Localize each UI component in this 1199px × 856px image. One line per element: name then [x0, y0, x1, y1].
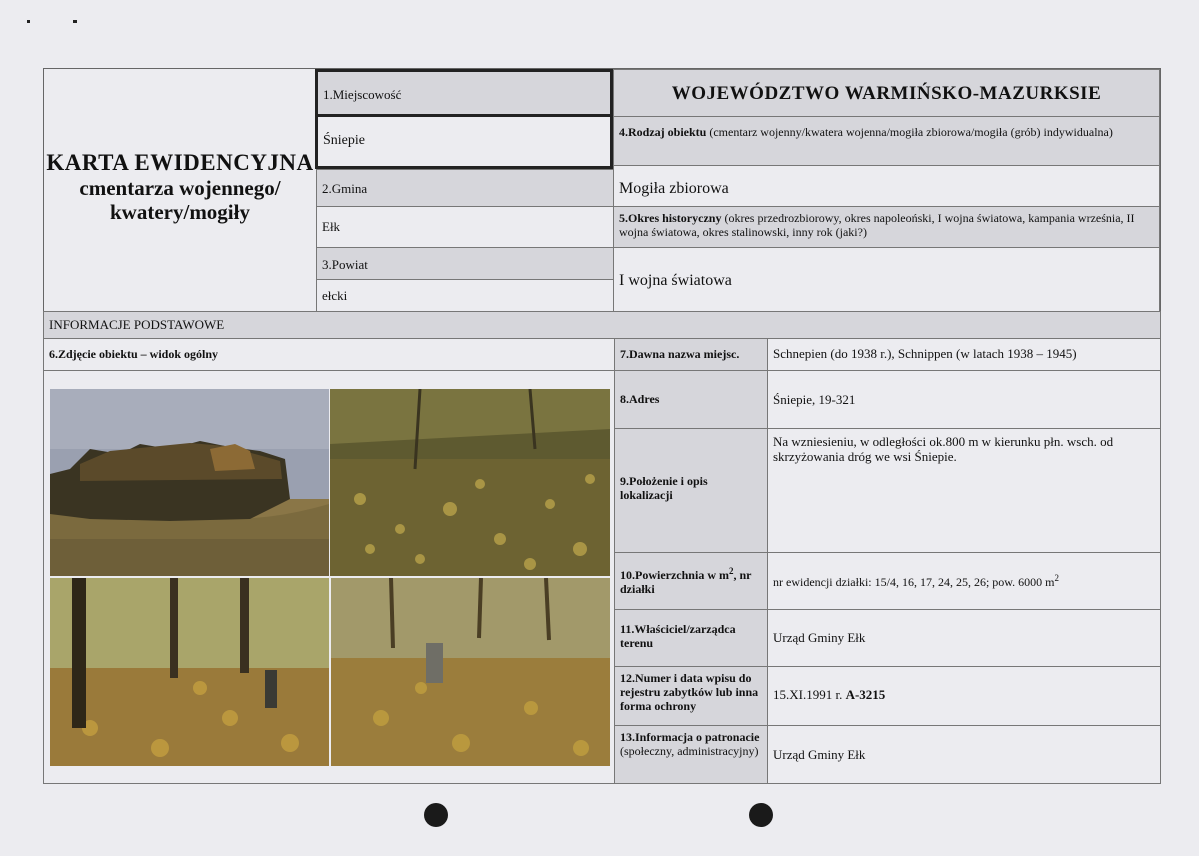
- powiat-label-cell: [316, 247, 614, 280]
- powiat-value: ełcki: [322, 288, 348, 303]
- voivodeship-title: WOJEWÓDZTWO WARMIŃSKO-MAZURKSIE: [671, 83, 1102, 104]
- rodzaj-value: Mogiła zbiorowa: [619, 180, 729, 197]
- powierzchnia-label-suffix: , nr działki: [620, 568, 752, 596]
- gmina-value: Ełk: [322, 219, 341, 234]
- rejestr-value-cell: [767, 666, 1161, 726]
- miejscowosc-value: Śniepie: [323, 133, 365, 148]
- card-title-line2: cmentarza wojennego/: [79, 176, 281, 200]
- powierzchnia-value-cell: [767, 552, 1161, 610]
- wlasciciel-value: Urząd Gminy Ełk: [773, 630, 866, 645]
- card-title: [44, 150, 316, 224]
- info-section-header: [43, 311, 1161, 339]
- rejestr-label-cell: [614, 666, 768, 726]
- patronat-label-cell: [614, 725, 768, 784]
- info-section-title: INFORMACJE PODSTAWOWE: [49, 317, 225, 332]
- photo-field-trees: [50, 389, 329, 576]
- polozenie-label-cell: [614, 428, 768, 553]
- okres-label: 5.Okres historyczny: [619, 211, 722, 225]
- voivodeship-cell: [613, 69, 1160, 117]
- adres-label-cell: [614, 370, 768, 429]
- polozenie-value-cell: [767, 428, 1161, 553]
- wlasciciel-label: 11.Właściciel/zarządca terenu: [620, 622, 736, 650]
- rodzaj-hint: (cmentarz wojenny/kwatera wojenna/mogiła zbiorowa/mogiła (grób) indywidualna): [706, 125, 1113, 139]
- wlasciciel-value-cell: [767, 609, 1161, 667]
- gmina-value-cell: [316, 206, 614, 248]
- gmina-label: 2.Gmina: [322, 181, 368, 196]
- scan-mark: [27, 20, 30, 23]
- photo-leaf-ground: [330, 389, 610, 576]
- okres-label-cell: [613, 206, 1160, 248]
- punch-hole-right: [749, 803, 773, 827]
- photo-label-cell: [43, 338, 615, 371]
- rejestr-label: 12.Numer i data wpisu do rejestru zabytków lub inna forma ochrony: [620, 671, 759, 713]
- powierzchnia-value-sup: 2: [1054, 573, 1060, 583]
- powiat-label: 3.Powiat: [322, 257, 368, 272]
- photo-forest-marker: [50, 578, 329, 766]
- wlasciciel-label-cell: [614, 609, 768, 667]
- rodzaj-label-cell: [613, 116, 1160, 166]
- rejestr-date: 15.XI.1991 r.: [773, 687, 846, 702]
- powiat-value-cell: [316, 279, 614, 312]
- scan-mark: [73, 20, 77, 23]
- rodzaj-value-cell: [613, 165, 1160, 207]
- polozenie-value: Na wzniesieniu, w odległości ok.800 m w kierunku płn. wsch. od skrzyżowania dróg we wsi Śniepie.: [773, 434, 1114, 464]
- okres-hint: (okres przedrozbiorowy, okres napoleoński, I wojna światowa, kampania września, II wojna światowa, okres stalinowski, inny rok (jaki?): [619, 211, 1135, 239]
- patronat-value: Urząd Gminy Ełk: [773, 747, 866, 762]
- okres-value-cell: [613, 247, 1160, 312]
- gmina-label-cell: [316, 169, 614, 207]
- adres-label: 8.Adres: [620, 392, 660, 406]
- photo-label: 6.Zdjęcie obiektu – widok ogólny: [49, 347, 219, 361]
- okres-value: I wojna światowa: [619, 272, 732, 289]
- photo-forest-gravestone: [331, 578, 610, 766]
- patronat-label: 13.Informacja o patronacie: [620, 730, 760, 744]
- powierzchnia-value: nr ewidencji działki: 15/4, 16, 17, 24, 25, 26; pow. 6000 m: [773, 575, 1055, 589]
- rodzaj-label: 4.Rodzaj obiektu: [619, 125, 707, 139]
- rejestr-number: A-3215: [845, 687, 886, 702]
- miejscowosc-label-cell: [315, 69, 613, 117]
- dawna-value: Schnepien (do 1938 r.), Schnippen (w latach 1938 – 1945): [773, 346, 1077, 361]
- polozenie-label: 9.Położenie i opis lokalizacji: [620, 474, 708, 502]
- miejscowosc-value-cell: [315, 117, 613, 169]
- miejscowosc-label: 1.Miejscowość: [323, 87, 402, 102]
- card-title-line1: KARTA EWIDENCYJNA: [46, 150, 314, 175]
- powierzchnia-label-sup: 2: [728, 566, 734, 576]
- powierzchnia-label: 10.Powierzchnia w m: [620, 568, 729, 582]
- card-title-line3: kwatery/mogiły: [110, 200, 250, 225]
- adres-value: Śniepie, 19-321: [773, 392, 856, 407]
- punch-hole-left: [424, 803, 448, 827]
- adres-value-cell: [767, 370, 1161, 429]
- dawna-label-cell: [614, 338, 768, 371]
- patronat-value-cell: [767, 725, 1161, 784]
- powierzchnia-label-cell: [614, 552, 768, 610]
- patronat-hint: (społeczny, administracyjny): [620, 743, 759, 758]
- dawna-value-cell: [767, 338, 1161, 371]
- dawna-label: 7.Dawna nazwa miejsc.: [620, 347, 740, 361]
